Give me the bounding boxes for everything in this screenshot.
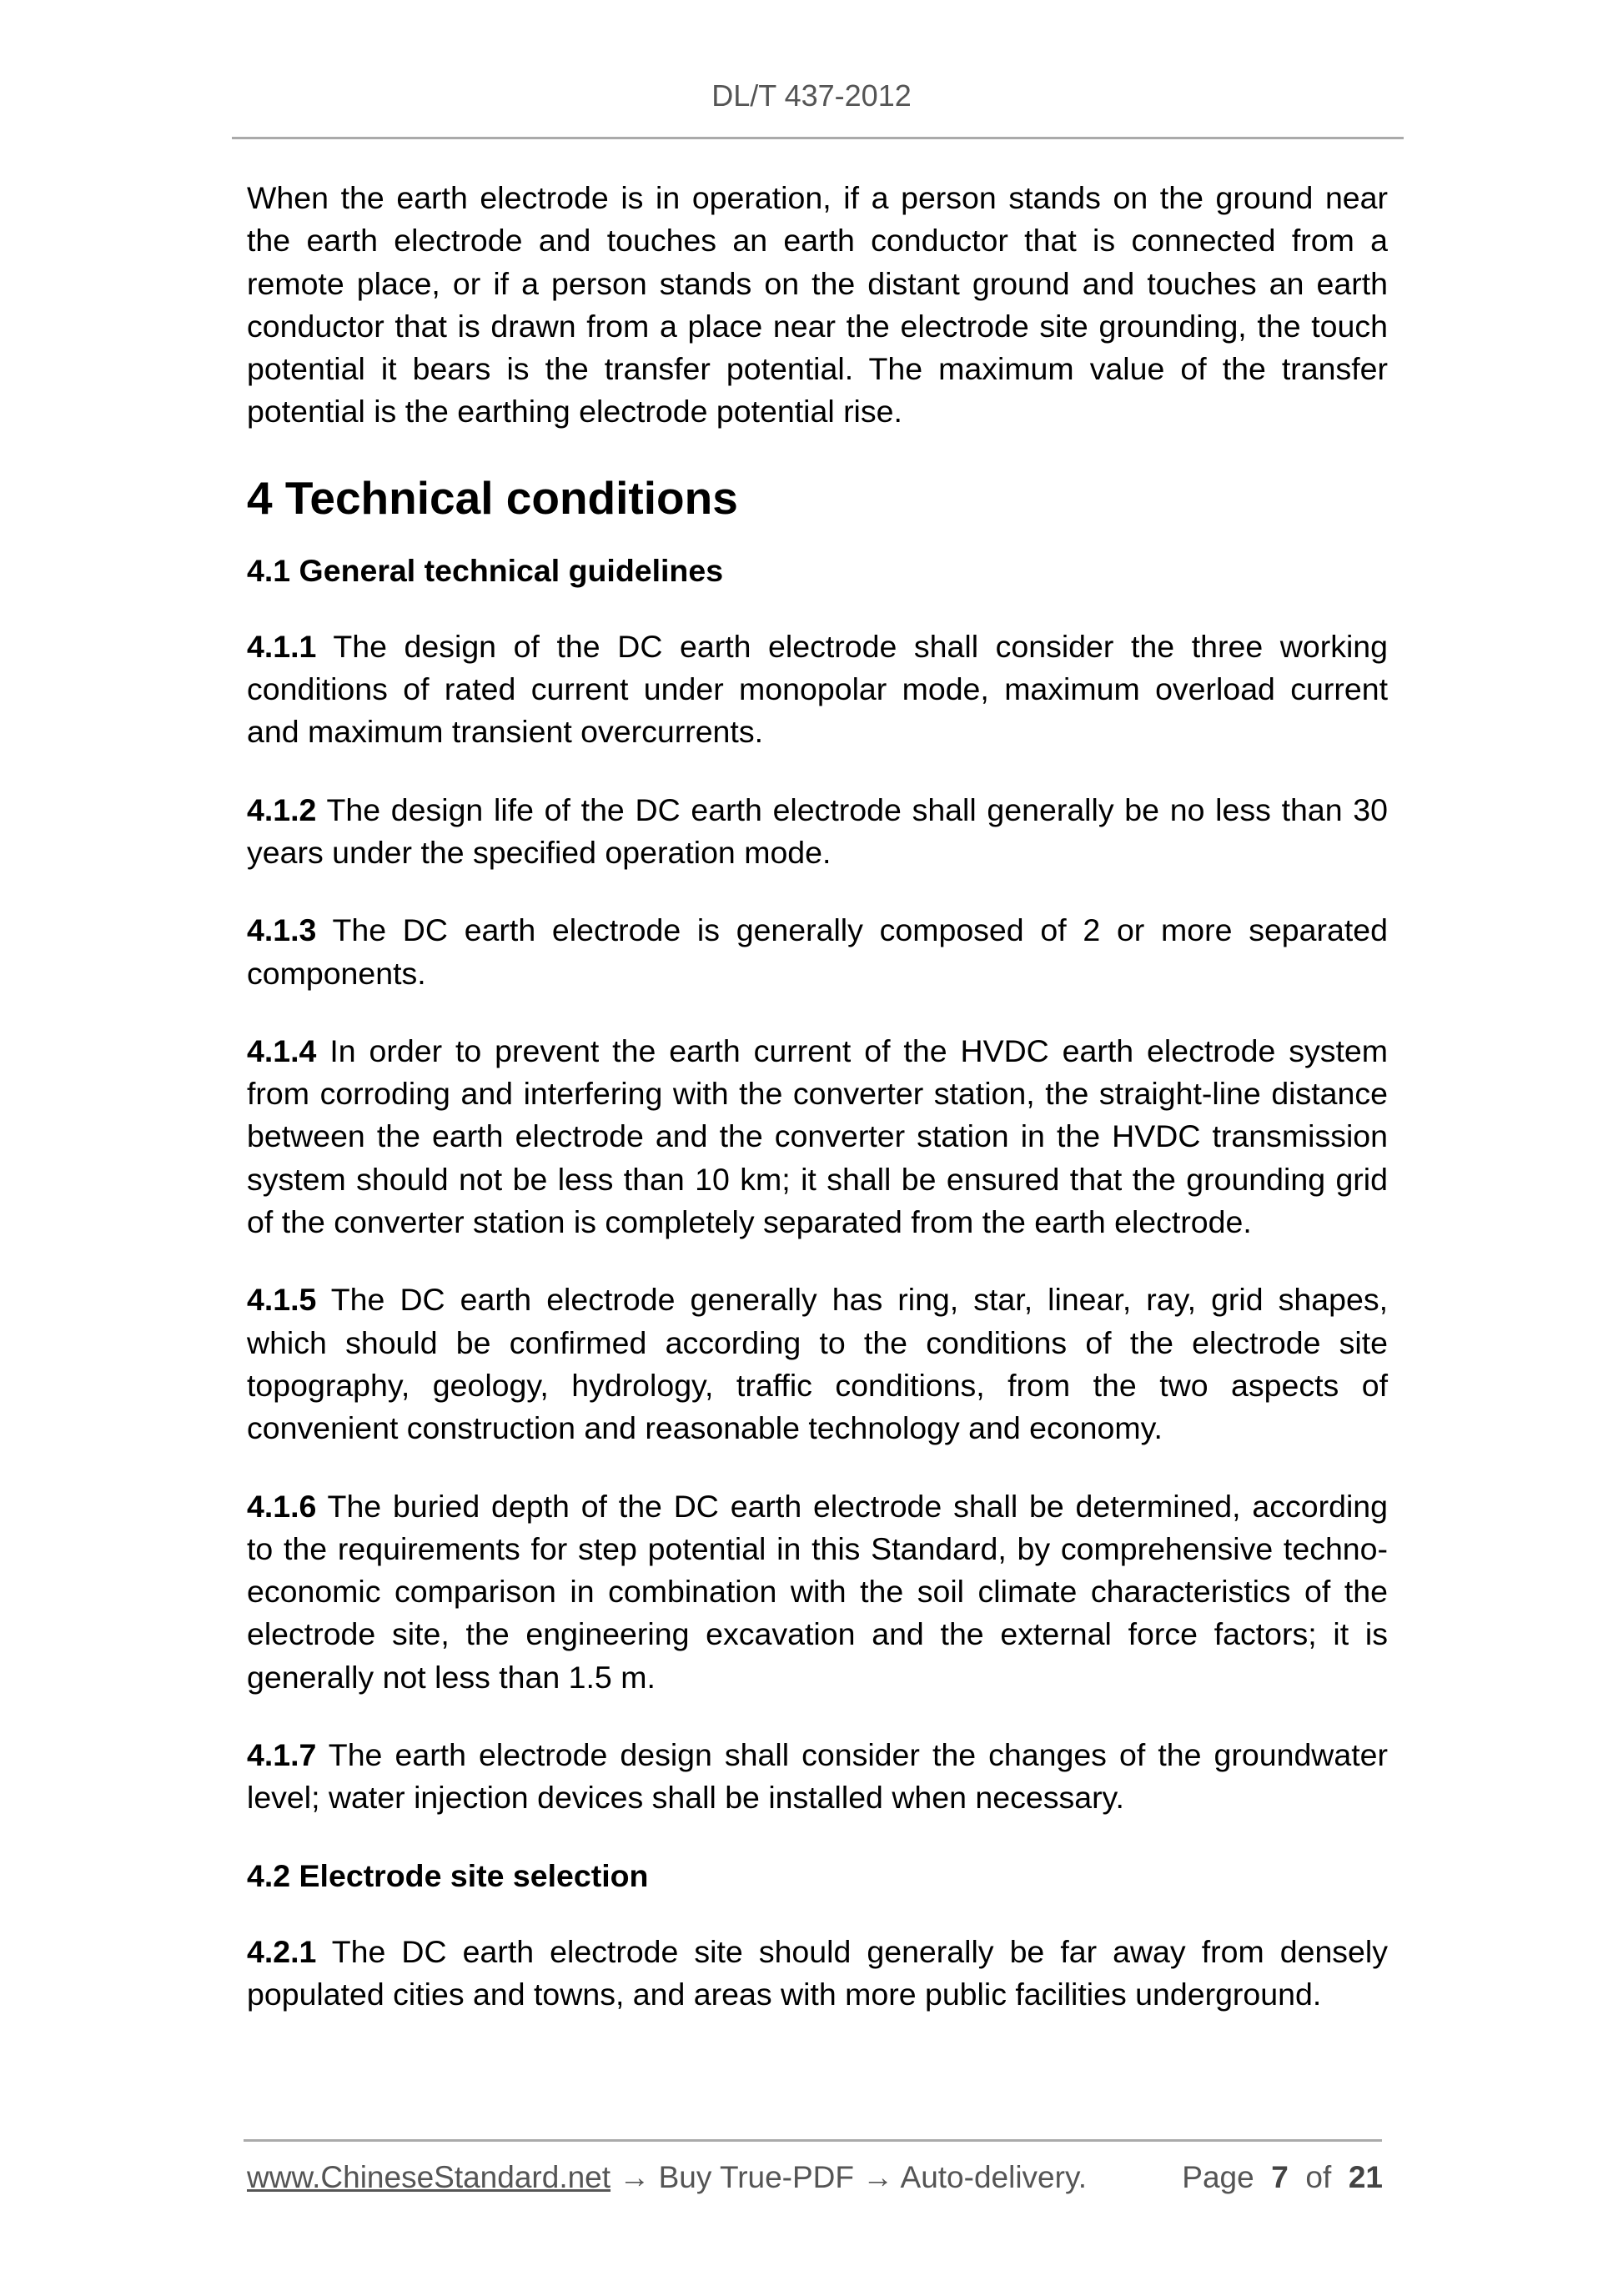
clause-paragraph xyxy=(247,1734,1388,1820)
clause-text: The DC earth electrode is generally composed of 2 or more separated components. xyxy=(247,912,1388,991)
intro-paragraph: When the earth electrode is in operation, if a person stands on the ground near the earth electrode and touches an earth conductor that is connected from a remote place, or if a person stands on the distant ground and touches an earth conductor that is drawn from a place near the electrode site grounding, the touch potential it bears is the transfer potential. The maximum value of the transfer potential is the earthing electrode potential rise. xyxy=(247,180,1388,430)
clause-number: 4.1.5 xyxy=(247,1282,317,1318)
clause-number: 4.1.2 xyxy=(247,791,317,827)
clause-number: 4.1.4 xyxy=(247,1032,317,1068)
header-divider xyxy=(232,137,1404,139)
clause-text: The earth electrode design shall consider the changes of the groundwater level; water injection devices shall be installed when necessary. xyxy=(247,1737,1388,1816)
footer-promo-text: → Buy True-PDF → Auto-delivery. xyxy=(611,2160,1087,2194)
page-indicator xyxy=(1182,2160,1383,2195)
clause-paragraph xyxy=(247,1485,1388,1699)
clause-text: The DC earth electrode generally has ring, star, linear, ray, grid shapes, which should be confirmed according to the conditions of the electrode site topography, geology, hydrology, traffic conditions, from the two aspects of convenient construction and reasonable technology and economy. xyxy=(247,1282,1388,1446)
section-heading: 4 Technical conditions xyxy=(247,471,738,524)
of-label: of xyxy=(1305,2160,1332,2194)
clause-paragraph xyxy=(247,1030,1388,1243)
clause-paragraph xyxy=(247,625,1388,754)
running-header: DL/T 437-2012 xyxy=(711,78,912,113)
clause-number: 4.2.1 xyxy=(247,1933,317,1969)
clause-text: The design life of the DC earth electrode shall generally be no less than 30 years under the specified operation mode. xyxy=(247,791,1388,870)
page-total: 21 xyxy=(1348,2160,1383,2194)
clause-text: The buried depth of the DC earth electrode shall be determined, according to the requirements for step potential in this Standard, by comprehensive techno-economic comparison in combination with the soil climate characteristics of the electrode site, the engineering excavation and the external force factors; it is generally not less than 1.5 m. xyxy=(247,1488,1388,1695)
page-body xyxy=(247,177,1388,2051)
subsection-heading: 4.2 Electrode site selection xyxy=(247,1857,649,1893)
clause-text: In order to prevent the earth current of the HVDC earth electrode system from corroding and interfering with the converter station, the straight-line distance between the earth electrode and the converter station in the HVDC transmission system should not be less than 10 km; it shall be ensured that the grounding grid of the converter station is completely separated from the earth electrode. xyxy=(247,1032,1388,1240)
footer-promo xyxy=(247,2160,1087,2195)
website-link[interactable]: www.ChineseStandard.net xyxy=(247,2160,611,2194)
page-label: Page xyxy=(1182,2160,1254,2194)
footer-divider xyxy=(244,2139,1382,2142)
clause-number: 4.1.6 xyxy=(247,1488,317,1524)
page-number: 7 xyxy=(1271,2160,1289,2194)
clause-text: The DC earth electrode site should generally be far away from densely populated cities and towns, and areas with more public facilities underground. xyxy=(247,1933,1388,2012)
clause-number: 4.1.3 xyxy=(247,912,317,948)
clause-paragraph xyxy=(247,1279,1388,1449)
clause-number: 4.1.1 xyxy=(247,628,317,664)
clause-paragraph xyxy=(247,789,1388,875)
subsection-heading: 4.1 General technical guidelines xyxy=(247,552,724,588)
clause-text: The design of the DC earth electrode shall consider the three working conditions of rated current under monopolar mode, maximum overload current and maximum transient overcurrents. xyxy=(247,628,1388,750)
clause-paragraph xyxy=(247,1931,1388,2017)
clause-number: 4.1.7 xyxy=(247,1737,317,1773)
clause-paragraph xyxy=(247,909,1388,995)
page-footer xyxy=(247,2160,1383,2195)
